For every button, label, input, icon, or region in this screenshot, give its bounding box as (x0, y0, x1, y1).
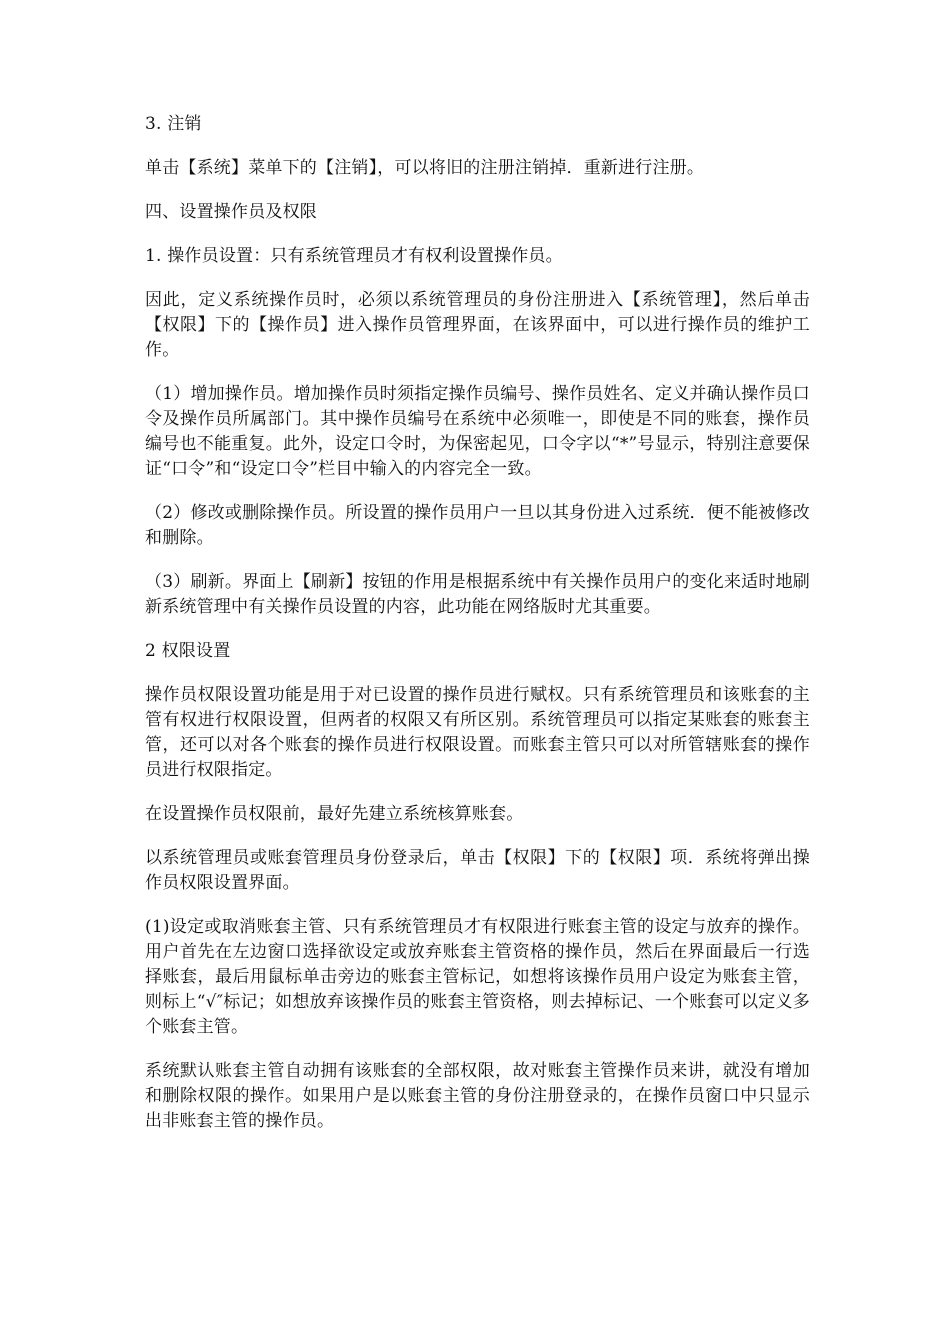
paragraph-permission-function: 操作员权限设置功能是用于对已设置的操作员进行赋权。只有系统管理员和该账套的主管有权进行权限设置，但两者的权限又有所区别。系统管理员可以指定某账套的账套主管，还可以对各个账套的操作员进行权限设置。而账套主管只可以对所管辖账套的操作员进行权限指定。 (145, 685, 810, 780)
paragraph-add-operator: （1）增加操作员。增加操作员时须指定操作员编号、操作员姓名、定义并确认操作员口令及操作员所属部门。其中操作员编号在系统中必须唯一，即使是不同的账套，操作员编号也不能重复。此外，设定口令时，为保密起见，口令字以“*”号显示，特别注意要保证“口令”和“设定口令”栏目中输入的内容完全一致。 (145, 384, 810, 479)
document-page (145, 112, 810, 1153)
paragraph-refresh: （3）刷新。界面上【刷新】按钮的作用是根据系统中有关操作员用户的变化来适时地刷新系统管理中有关操作员设置的内容，此功能在网络版时尤其重要。 (145, 572, 810, 617)
paragraph-account-supervisor: (1)设定或取消账套主管、只有系统管理员才有权限进行账套主管的设定与放弃的操作。用户首先在左边窗口选择欲设定或放弃账套主管资格的操作员，然后在界面最后一行选择账套，最后用鼠标单击旁边的账套主管标记，如想将该操作员用户设定为账套主管，则标上“√″标记；如想放弃该操作员的账套主管资格，则去掉标记、一个账套可以定义多个账套主管。 (145, 917, 810, 1037)
paragraph-login-permission: 以系统管理员或账套管理员身份登录后，单击【权限】下的【权限】项．系统将弹出操作员权限设置界面。 (145, 848, 810, 893)
paragraph-modify-delete-operator: （2）修改或删除操作员。所设置的操作员用户一旦以其身份进入过系统．便不能被修改和删除。 (145, 503, 810, 548)
section-heading-operators-permissions: 四、设置操作员及权限 (145, 202, 317, 222)
paragraph-operator-define: 因此，定义系统操作员时，必须以系统管理员的身份注册进入【系统管理】，然后单击【权限】下的【操作员】进入操作员管理界面，在该界面中，可以进行操作员的维护工作。 (145, 290, 810, 360)
paragraph-supervisor-default: 系统默认账套主管自动拥有该账套的全部权限，故对账套主管操作员来讲，就没有增加和删除权限的操作。如果用户是以账套主管的身份注册登录的，在操作员窗口中只显示出非账套主管的操作员。 (145, 1061, 810, 1131)
paragraph-logout: 单击【系统】菜单下的【注销】，可以将旧的注册注销掉．重新进行注册。 (145, 158, 705, 178)
subsection-heading-permission-setup: 2 权限设置 (145, 641, 231, 661)
subsection-heading-operator-setup: 1. 操作员设置：只有系统管理员才有权利设置操作员。 (145, 246, 563, 266)
section-heading-logout: 3. 注销 (145, 114, 202, 134)
paragraph-create-account-first: 在设置操作员权限前，最好先建立系统核算账套。 (145, 804, 524, 824)
